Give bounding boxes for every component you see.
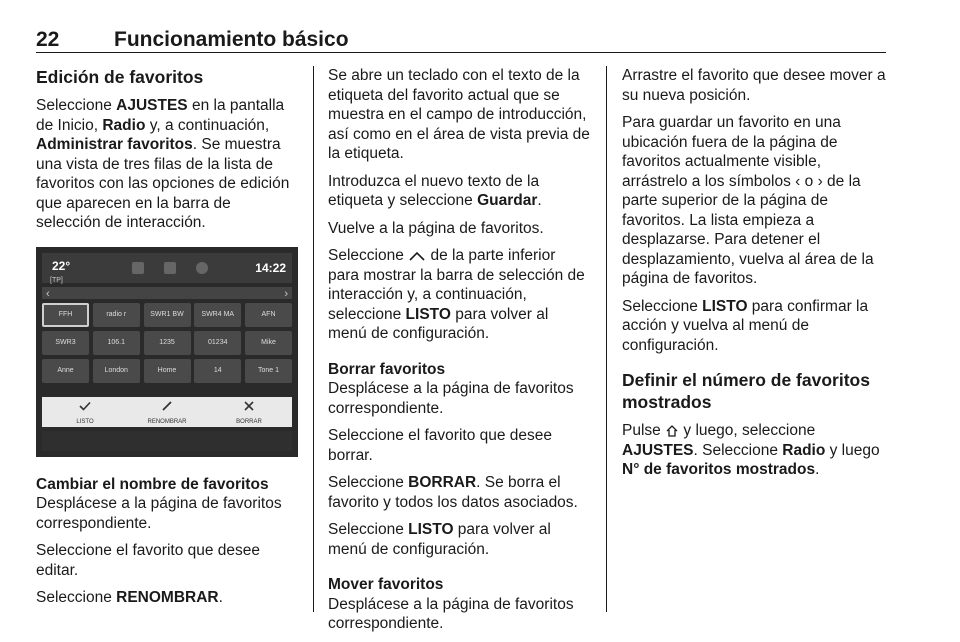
borrar-action	[214, 401, 284, 433]
preset-button: SWR4 MA	[194, 303, 241, 327]
chevron-left-icon: ‹	[46, 287, 50, 300]
favorites-row	[42, 331, 292, 355]
preset-button: Tone 1	[245, 359, 292, 383]
preset-button: SWR3	[42, 331, 89, 355]
paragraph: Seleccione LISTO para volver al menú de configuración.	[328, 521, 551, 558]
preset-button: radio r	[93, 303, 140, 327]
action-label: LISTO	[76, 418, 94, 425]
subheading: Cambiar el nombre de favoritos	[36, 475, 269, 493]
temperature: 22°	[52, 258, 71, 273]
paragraph: Desplácese a la página de favoritos correspondiente.	[36, 495, 282, 532]
paragraph: Seleccione RENOMBRAR.	[36, 589, 223, 606]
paragraph: Seleccione BORRAR. Se borra el favorito y todos los datos asociados.	[328, 474, 578, 511]
paragraph: Arrastre el favorito que desee mover a su nueva posición.	[622, 67, 886, 104]
column-3	[622, 66, 890, 488]
favorites-nav-bar	[42, 287, 292, 299]
paragraph: Para guardar un favorito en una ubicación fuera de la página de favoritos actualmente visible, arrástrelo a los símbolos ‹ o › de la parte superior de la página de favoritos. La lista empieza a desplazarse. Para detener el desplazamiento, vuelva al área de la página de favoritos.	[622, 114, 874, 287]
favorites-grid	[42, 303, 292, 387]
renombrar-action	[132, 401, 202, 433]
page-number: 22	[36, 28, 60, 51]
column-2	[328, 66, 590, 642]
status-bar	[42, 253, 292, 283]
page-header	[36, 26, 886, 53]
chevron-up-icon	[408, 250, 426, 262]
subheading: Mover favoritos	[328, 576, 444, 593]
preset-button: 14	[194, 359, 241, 383]
section-heading: Definir el número de favoritos mostrados	[622, 370, 870, 412]
paragraph: Seleccione de la parte inferior para mostrar la barra de selección de interacción y, a continuación, seleccione LISTO para volver al menú de configuración.	[328, 247, 585, 342]
tp-indicator: [TP]	[50, 276, 63, 284]
preset-button: Home	[144, 359, 191, 383]
preset-button: London	[93, 359, 140, 383]
paragraph: Vuelve a la página de favoritos.	[328, 219, 544, 237]
favorites-row	[42, 303, 292, 327]
column-1	[36, 66, 298, 616]
infotainment-screenshot	[36, 247, 298, 457]
preset-button: Mike	[245, 331, 292, 355]
clock: 14:22	[255, 260, 286, 275]
interaction-bar	[42, 397, 292, 427]
chevron-left-icon: ‹	[795, 172, 801, 190]
paragraph: Seleccione AJUSTES en la pantalla de Inicio, Radio y, a continuación, Administrar favoritos. Se muestra una vista de tres filas de la lista de favoritos con las opciones de edición que aparecen en la barra de selección de interacción.	[36, 97, 290, 231]
section-heading: Edición de favoritos	[36, 67, 204, 87]
paragraph: Seleccione LISTO para confirmar la acción y vuelva al menú de configuración.	[622, 297, 869, 354]
column-divider	[606, 66, 607, 612]
chevron-right-icon: ›	[817, 172, 823, 190]
close-icon	[243, 401, 255, 411]
paragraph: Se abre un teclado con el texto de la etiqueta del favorito actual que se muestra en el campo de introducción, así como en el área de vista previa de la etiqueta.	[328, 67, 590, 162]
globe-icon	[196, 262, 208, 274]
pencil-icon	[161, 401, 173, 411]
preset-button: 1235	[144, 331, 191, 355]
phone-icon	[164, 262, 176, 274]
paragraph: Pulse y luego, seleccione AJUSTES. Seleccione Radio y luego N° de favoritos mostrados.	[622, 422, 880, 478]
paragraph: Seleccione el favorito que desee editar.	[36, 542, 261, 579]
listo-action	[50, 401, 120, 433]
preset-button: AFN	[245, 303, 292, 327]
subheading: Borrar favoritos	[328, 360, 446, 378]
preset-button: FFH	[42, 303, 89, 327]
paragraph: Desplácese a la página de favoritos correspondiente.	[328, 380, 574, 417]
paragraph: Seleccione el favorito que desee borrar.	[328, 427, 553, 464]
check-icon	[79, 401, 91, 411]
paragraph: Introduzca el nuevo texto de la etiqueta y seleccione Guardar.	[328, 172, 542, 209]
action-label: RENOMBRAR	[147, 418, 187, 425]
preset-button: 106.1	[93, 331, 140, 355]
screen-footer	[42, 431, 292, 451]
chevron-right-icon: ›	[284, 287, 288, 300]
favorites-row	[42, 359, 292, 383]
preset-button: Anne	[42, 359, 89, 383]
page-title: Funcionamiento básico	[114, 28, 349, 51]
music-icon	[132, 262, 144, 274]
paragraph: Desplácese a la página de favoritos correspondiente.	[328, 595, 574, 632]
preset-button: 01234	[194, 331, 241, 355]
preset-button: SWR1 BW	[144, 303, 191, 327]
column-divider	[313, 66, 314, 612]
action-label: BORRAR	[236, 418, 262, 425]
home-icon	[665, 424, 679, 438]
